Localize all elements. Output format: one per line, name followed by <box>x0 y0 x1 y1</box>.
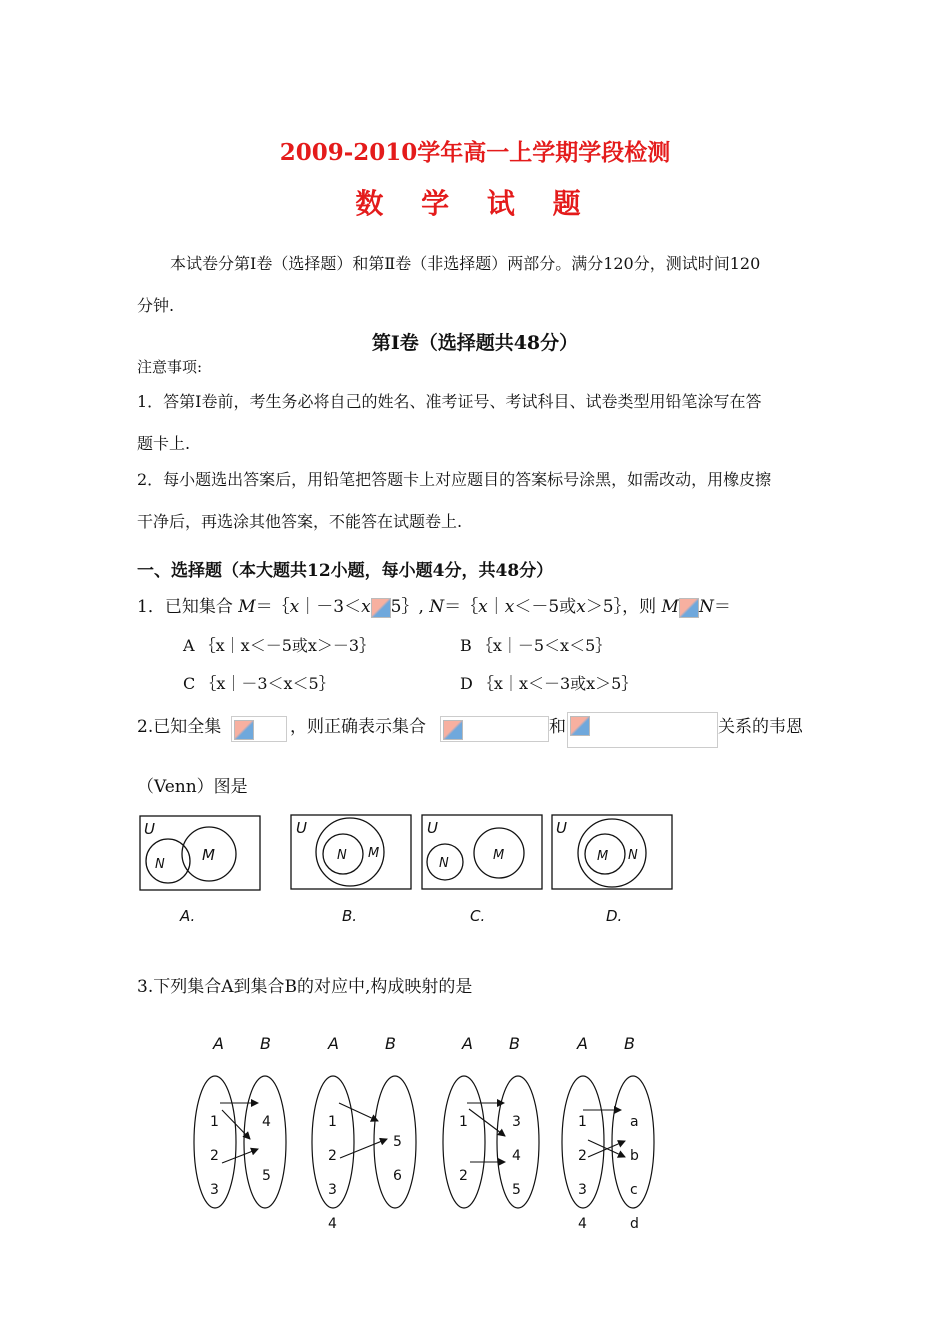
q1-stem-e: ＝｛ <box>444 597 479 617</box>
map3-set-a <box>443 1076 485 1208</box>
map1-a-elem: 1 <box>210 1114 219 1130</box>
venn-c-n-label: N <box>439 856 449 871</box>
exam-subtitle: 数 学 试 题 <box>355 187 595 220</box>
notes-label: 注意事项: <box>137 358 203 376</box>
venn-d-n-label: N <box>628 848 638 863</box>
venn-a-option-label[interactable]: A. <box>180 907 196 925</box>
part1-heading: 第Ⅰ卷（选择题共48分） <box>371 332 579 354</box>
q1-set-n: N <box>429 597 445 617</box>
map3-b-elem: 3 <box>512 1114 521 1130</box>
intro-line-1: 本试卷分第Ⅰ卷（选择题）和第Ⅱ卷（非选择题）两部分。满分120分，测试时间120 <box>170 254 761 273</box>
map1-set-b <box>244 1076 286 1208</box>
section1-heading: 一、选择题（本大题共12小题，每小题4分，共48分） <box>137 561 554 581</box>
q1-var-x3: x <box>478 597 488 617</box>
q1-set-n2: N <box>698 597 714 617</box>
q1-stem-h: ＞5｝，则 <box>585 597 662 617</box>
venn-b-u-label: U <box>296 819 307 837</box>
map2-label-a: A <box>328 1034 339 1053</box>
venn-c-u-label: U <box>427 819 438 837</box>
venn-a-u-label: U <box>144 820 155 838</box>
map2-arrow <box>340 1139 387 1158</box>
map2-b-elem: 6 <box>393 1168 402 1184</box>
q1-var-x2: x <box>361 597 371 617</box>
map4-a-elem: 4 <box>578 1216 587 1232</box>
venn-d-u-label: U <box>556 819 567 837</box>
map4-a-elem: 2 <box>578 1148 587 1164</box>
map2-a-elem: 3 <box>328 1182 337 1198</box>
map4-a-elem: 3 <box>578 1182 587 1198</box>
q1-var-x4: x <box>504 597 515 617</box>
map1-b-elem: 4 <box>262 1114 271 1130</box>
venn-d-option-label[interactable]: D. <box>606 907 623 925</box>
q1-stem-i: ＝ <box>713 597 731 617</box>
q2-stem-d: 关系的韦恩 <box>718 717 803 737</box>
map4-b-elem: d <box>630 1216 639 1232</box>
note-2b: 干净后，再选涂其他答案，不能答在试题卷上. <box>137 512 463 531</box>
q1-option-c[interactable]: C ｛x｜－3＜x＜5｝ <box>183 674 335 693</box>
map3-label-b: B <box>509 1034 520 1053</box>
note-1b: 题卡上. <box>137 434 191 453</box>
q1-stem-a: 1．已知集合 <box>137 597 239 617</box>
venn-a-n-label: N <box>155 857 165 872</box>
map4-label-b: B <box>624 1034 635 1053</box>
q1-var-x1: x <box>289 597 300 617</box>
q1-var-x5: x <box>576 597 586 617</box>
venn-b-n-label: N <box>337 848 347 863</box>
map4-label-a: A <box>577 1034 588 1053</box>
map1-a-elem: 3 <box>210 1182 219 1198</box>
map1-label-b: B <box>260 1034 271 1053</box>
map1-arrow <box>222 1149 258 1163</box>
q1-stem-c: ｜－3＜ <box>299 597 362 617</box>
q1-stem-d: 5｝, <box>390 597 430 617</box>
venn-c-option-label[interactable]: C. <box>470 907 486 925</box>
venn-a-m-label: M <box>202 846 215 864</box>
q2-stem-c: 和 <box>549 717 566 737</box>
q1-option-d[interactable]: D ｛x｜x＜－3或x＞5｝ <box>460 674 638 693</box>
map3-a-elem: 1 <box>459 1114 468 1130</box>
venn-c-m-label: M <box>493 848 505 863</box>
note-2a: 2．每小题选出答案后，用铅笔把答题卡上对应题目的答案标号涂黑，如需改动，用橡皮擦 <box>137 470 772 489</box>
note-1a: 1．答第Ⅰ卷前，考生务必将自己的姓名、准考证号、考试科目、试卷类型用铅笔涂写在答 <box>137 392 762 411</box>
map1-label-a: A <box>213 1034 224 1053</box>
map2-a-elem: 1 <box>328 1114 337 1130</box>
q3-stem: 3.下列集合A到集合B的对应中,构成映射的是 <box>137 977 473 997</box>
q1-set-m2: M <box>661 597 679 617</box>
q1-stem-b: ＝｛ <box>255 597 290 617</box>
q1-stem-g: ＜－5或 <box>514 597 577 617</box>
venn-d-m-label: M <box>597 849 609 864</box>
q2-stem-b: ，则正确表示集合 <box>290 717 426 737</box>
q2-stem-a: 2.已知全集 <box>137 717 222 737</box>
q2-stem-e: （Venn）图是 <box>137 777 248 797</box>
map2-arrow <box>339 1103 378 1121</box>
venn-b-option-label[interactable]: B. <box>342 907 358 925</box>
q1-option-a[interactable]: A ｛x｜x＜－5或x＞－3｝ <box>183 636 376 655</box>
exam-title: 2009-2010学年高一上学期学段检测 <box>279 139 671 166</box>
map2-b-elem: 5 <box>393 1134 402 1150</box>
map4-a-elem: 1 <box>578 1114 587 1130</box>
map2-label-b: B <box>385 1034 396 1053</box>
map4-b-elem: b <box>630 1148 639 1164</box>
intro-line-2: 分钟. <box>137 296 175 315</box>
q1-stem-f: ｜ <box>487 597 505 617</box>
map1-b-elem: 5 <box>262 1168 271 1184</box>
map4-b-elem: c <box>630 1182 638 1198</box>
map2-a-elem: 4 <box>328 1216 337 1232</box>
map2-a-elem: 2 <box>328 1148 337 1164</box>
map1-a-elem: 2 <box>210 1148 219 1164</box>
map3-label-a: A <box>462 1034 473 1053</box>
q1-option-b[interactable]: B ｛x｜－5＜x＜5｝ <box>460 636 612 655</box>
q1-set-m: M <box>238 597 256 617</box>
map3-b-elem: 4 <box>512 1148 521 1164</box>
map4-b-elem: a <box>630 1114 639 1130</box>
venn-b-m-label: M <box>368 846 380 861</box>
map3-b-elem: 5 <box>512 1182 521 1198</box>
map3-a-elem: 2 <box>459 1168 468 1184</box>
